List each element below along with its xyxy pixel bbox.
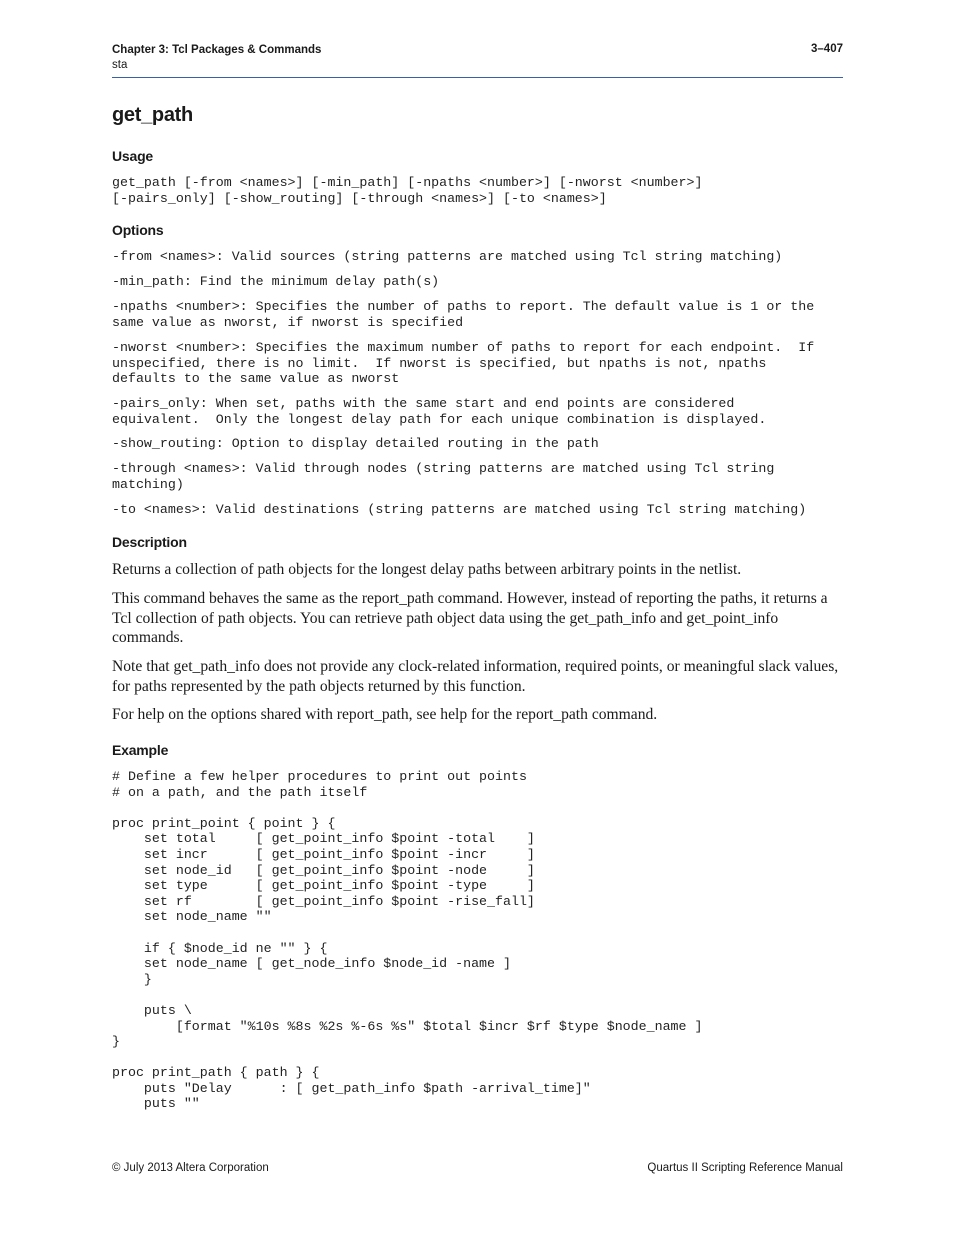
description-paragraph: Note that get_path_info does not provide any clock-related information, required points, or meaningful slack values, for paths represented by the path objects returned by this function. [112, 658, 839, 695]
option-line: -npaths <number>: Specifies the number of paths to report. The default value is 1 or the [112, 299, 815, 314]
usage-line: [-pairs_only] [-show_routing] [-through <names>] [-to <names>] [112, 190, 607, 206]
running-header [112, 43, 321, 73]
option-line: -to <names>: Valid destinations (string patterns are matched using Tcl string matching) [112, 502, 807, 517]
usage-heading: Usage [112, 148, 154, 164]
footer-manual-title: Quartus II Scripting Reference Manual [647, 1162, 843, 1174]
option-line: defaults to the same value as nworst [112, 371, 400, 387]
option-line: unspecified, there is no limit. If nworst is specified, but npaths is not, npaths [112, 355, 767, 371]
option-line: -through <names>: Valid through nodes (string patterns are matched using Tcl string [112, 461, 775, 476]
option-line: equivalent. Only the longest delay path for each unique combination is displayed. [112, 411, 767, 427]
page-number: 3–407 [811, 43, 843, 55]
option-through [112, 461, 774, 492]
option-line: -nworst <number>: Specifies the maximum number of paths to report for each endpoint. If [112, 340, 815, 355]
option-line: -min_path: Find the minimum delay path(s) [112, 274, 440, 289]
description-paragraph: For help on the options shared with report_path, see help for the report_path command. [112, 706, 658, 723]
usage-syntax [112, 175, 702, 206]
options-heading: Options [112, 222, 164, 238]
option-from [112, 249, 782, 265]
chapter-title: Chapter 3: Tcl Packages & Commands [112, 44, 322, 56]
section-name: sta [112, 59, 128, 71]
option-nworst [112, 340, 814, 387]
description-heading: Description [112, 534, 187, 550]
option-to [112, 502, 806, 518]
description-paragraph: This command behaves the same as the report_path command. However, instead of reporting the paths, it returns a Tcl collection of path objects. You can retrieve path object data using the get_path_info and get_point_info commands. [112, 590, 828, 646]
example-heading: Example [112, 742, 169, 758]
option-line: -show_routing: Option to display detailed routing in the path [112, 436, 599, 451]
option-min-path [112, 274, 439, 290]
option-line: matching) [112, 476, 184, 492]
option-line: same value as nworst, if nworst is specified [112, 314, 464, 330]
option-npaths [112, 299, 814, 330]
footer-copyright: © July 2013 Altera Corporation [112, 1162, 269, 1174]
option-line: -from <names>: Valid sources (string patterns are matched using Tcl string matching) [112, 249, 783, 264]
document-page [112, 0, 843, 1235]
usage-line: get_path [-from <names>] [-min_path] [-npaths <number>] [-nworst <number>] [112, 175, 703, 190]
command-title: get_path [112, 104, 193, 126]
option-show-routing [112, 436, 599, 452]
option-line: -pairs_only: When set, paths with the same start and end points are considered [112, 396, 735, 411]
option-pairs-only [112, 396, 766, 427]
example-code: # Define a few helper procedures to print out points # on a path, and the path itself proc print_point { point } { set total [ get_point_info $point -total ] set incr [ get_point_info $point -incr ] set node_id [ get_point_info $point -node ] set type [ get_point_info $point -type ] set rf [ get_point_info $point -rise_fall] set node_name "" if { $node_id ne "" } { set node_name [ get_node_info $node_id -name ] } puts \ [format "%10s %8s %2s %-6s %s" $total $incr $rf $type $node_name ] } proc print_path { path } { puts "Delay : [ get_path_info $path -arrival_time]" puts "" [112, 769, 703, 1112]
description-paragraph: Returns a collection of path objects for the longest delay paths between arbitrary points in the netlist. [112, 561, 742, 578]
header-rule [112, 77, 843, 78]
